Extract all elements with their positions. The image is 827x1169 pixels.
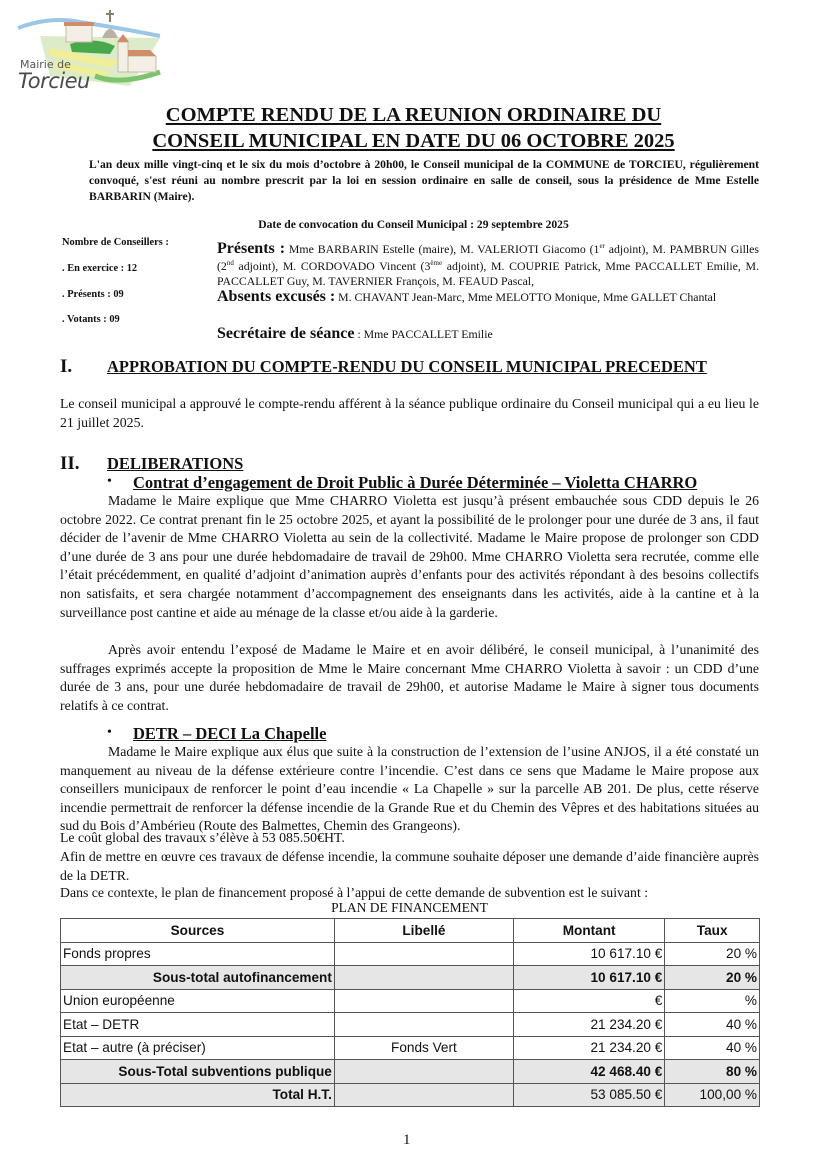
item-1-paragraph-2: Après avoir entendu l’exposé de Madame le Maire et en avoir délibéré, le conseil municipal, à l’unanimité des suffrages exprimés accepte la proposition de Mme le Maire concernant Mme CHARRO Violetta à savoir : un CDD d’une durée de 3 ans, pour une durée hebdomadaire de travail de 29h00, et autorise Madame le Maire à signer tous documents relatifs à ce contrat. (60, 642, 759, 713)
presents-text-4: adjoint), M. COUPRIE Patrick, Mme PACCALLET Emilie, M. PACCALLET Guy, M. TAVERNIER François, M. FEAUD Pascal, (217, 259, 759, 288)
cell-taux: 40 % (665, 1013, 760, 1037)
logo-text-torcieu: Torcieu (18, 69, 90, 93)
secretaire-label: Secrétaire de séance (217, 325, 355, 342)
item-2-paragraph-1: Madame le Maire explique aux élus que suite à la construction de l’extension de l’usine ANJOS, il a été constaté un manquement au niveau de la défense extérieure contre l’incendie. C’est dans ce sens que Madame le Maire propose aux conseillers municipaux de renforcer le point d’eau incendie « La Chapelle » sur la parcelle AB 201. De plus, cette réserve incendie permettrait de renforcer la défense incendie de la Grande Rue et du Chemin des Vêpres et des habitations situées au sud du Bois d’Ambérieu (Route des Balmettes, Chemin des Grangeons). (60, 744, 759, 834)
sup-1: er (599, 242, 605, 250)
cell-taux: 80 % (665, 1060, 760, 1084)
table-row (61, 1013, 760, 1037)
financing-caption: PLAN DE FINANCEMENT (331, 900, 488, 915)
item-1-paragraph-1: Madame le Maire explique que Mme CHARRO Violetta est jusqu’à présent embauchée sous CDD depuis le 26 octobre 2022. Ce contrat prenant fin le 25 octobre 2025, et ayant la possibilité de le prolonger pour une durée de 3 ans, il faut décider de l’avenir de Mme CHARRO Violetta au sein de la collectivité. Madame le Maire propose de prolonger son CDD d’une durée de 3 ans pour une durée hebdomadaire de travail de 29h00. Mme CHARRO Violetta sera recrutée, comme elle l’était précédemment, en qualité d’adjoint d’animation auprès d’enfants pour des activités répondant à des besoins collectifs non satisfaits, et sera chargée notamment d’accompagnement des enseignants dans les activités, aide à la cantine et à la surveillance post cantine et aide au ménage de la classe et/ou aide à la garderie. (60, 493, 759, 620)
presents-text-3: adjoint), M. CORDOVADO Vincent (3 (233, 259, 431, 274)
absents-block (217, 288, 767, 306)
cell-taux: 20 % (665, 966, 760, 990)
header-taux: Taux (665, 919, 760, 943)
title-line-2: CONSEIL MUNICIPAL EN DATE DU 06 OCTOBRE 2025 (152, 130, 675, 152)
header-libelle: Libellé (334, 919, 513, 943)
secretaire-block (217, 325, 493, 343)
table-row (61, 942, 760, 966)
item-2-paragraph-2: Le coût global des travaux s’élève à 53 085.50€HT. (60, 830, 345, 845)
item-2-title: DETR – DECI La Chapelle (133, 724, 327, 743)
sup-3: ème (430, 259, 443, 268)
item-1-title: Contrat d’engagement de Droit Public à Durée Déterminée – Violetta CHARRO (133, 473, 698, 492)
item-2-paragraph-4: Dans ce contexte, le plan de financement proposé à l’appui de cette demande de subvention est le suivant : (60, 885, 649, 900)
sup-2: nd (226, 259, 234, 268)
bullet-icon: • (107, 474, 112, 489)
cell-libelle (334, 1083, 513, 1107)
presents-text-1: Mme BARBARIN Estelle (maire), M. VALERIOTI Giacomo (1 (285, 241, 600, 256)
section-1-number: I. (60, 356, 73, 377)
convocation-date: Date de convocation du Conseil Municipal : 29 septembre 2025 (258, 218, 569, 231)
cell-taux: 40 % (665, 1036, 760, 1060)
cell-montant: 53 085.50 € (513, 1083, 664, 1107)
cell-libelle (334, 942, 513, 966)
cell-source: Fonds propres (61, 942, 335, 966)
cell-montant: 10 617.10 € (513, 966, 664, 990)
count-en-exercice: . En exercice : 12 (62, 263, 138, 274)
secretaire-text: : Mme PACCALLET Emilie (354, 327, 493, 341)
cell-source: Sous-total autofinancement (61, 966, 335, 990)
count-votants: . Votants : 09 (62, 314, 120, 325)
presents-block (217, 239, 759, 288)
cell-montant: € (513, 989, 664, 1013)
cell-libelle (334, 1060, 513, 1084)
section-1-title: APPROBATION DU COMPTE-RENDU DU CONSEIL MUNICIPAL PRECEDENT (107, 357, 707, 376)
header-sources: Sources (61, 919, 335, 943)
mairie-logo (10, 6, 170, 94)
section-2-title: DELIBERATIONS (107, 454, 244, 473)
presents-text-2: adjoint), M. PAMBRUN Gilles (2 (217, 241, 759, 274)
section-2-number: II. (60, 453, 80, 474)
cell-libelle (334, 1013, 513, 1037)
table-row (61, 989, 760, 1013)
cell-libelle (334, 966, 513, 990)
title-line-1: COMPTE RENDU DE LA REUNION ORDINAIRE DU (165, 104, 662, 126)
cell-libelle: Fonds Vert (334, 1036, 513, 1060)
cell-taux: 20 % (665, 942, 760, 966)
page-number: 1 (403, 1132, 411, 1148)
cell-montant: 21 234.20 € (513, 1013, 664, 1037)
count-presents: . Présents : 09 (62, 289, 124, 300)
cell-montant: 42 468.40 € (513, 1060, 664, 1084)
cell-taux: 100,00 % (665, 1083, 760, 1107)
presents-label: Présents : (217, 239, 286, 257)
counts-heading: Nombre de Conseillers : (62, 237, 169, 248)
cell-montant: 21 234.20 € (513, 1036, 664, 1060)
cell-montant: 10 617.10 € (513, 942, 664, 966)
cell-source: Etat – DETR (61, 1013, 335, 1037)
financing-header-row (61, 919, 760, 943)
financing-table (60, 918, 760, 1107)
cell-source: Sous-Total subventions publique (61, 1060, 335, 1084)
cell-source: Total H.T. (61, 1083, 335, 1107)
absents-label: Absents excusés : (217, 288, 336, 305)
table-row-subtotal (61, 1060, 760, 1084)
table-row-subtotal (61, 966, 760, 990)
cell-libelle (334, 989, 513, 1013)
cell-source: Etat – autre (à préciser) (61, 1036, 335, 1060)
logo-text-mairie: Mairie de (20, 58, 71, 71)
bullet-icon: • (107, 725, 112, 740)
table-row (61, 1036, 760, 1060)
cell-taux: % (665, 989, 760, 1013)
document-title (60, 102, 767, 154)
intro-paragraph: L'an deux mille vingt-cinq et le six du mois d’octobre à 20h00, le Conseil municipal de la COMMUNE de TORCIEU, régulièrement convoqué, s'est réuni au nombre prescrit par la loi en session ordinaire en salle de conseil, sous la présidence de Mme Estelle BARBARIN (Maire). (89, 158, 759, 203)
section-1-text: Le conseil municipal a approuvé le compte-rendu afférent à la séance publique ordinaire du Conseil municipal qui a eu lieu le 21 juillet 2025. (60, 396, 759, 430)
cell-source: Union européenne (61, 989, 335, 1013)
table-row-total (61, 1083, 760, 1107)
header-montant: Montant (513, 919, 664, 943)
absents-text: M. CHAVANT Jean-Marc, Mme MELOTTO Monique, Mme GALLET Chantal (335, 290, 717, 304)
item-2-paragraph-3: Afin de mettre en œuvre ces travaux de défense incendie, la commune souhaite déposer une demande d’aide financière auprès de la DETR. (60, 849, 759, 883)
